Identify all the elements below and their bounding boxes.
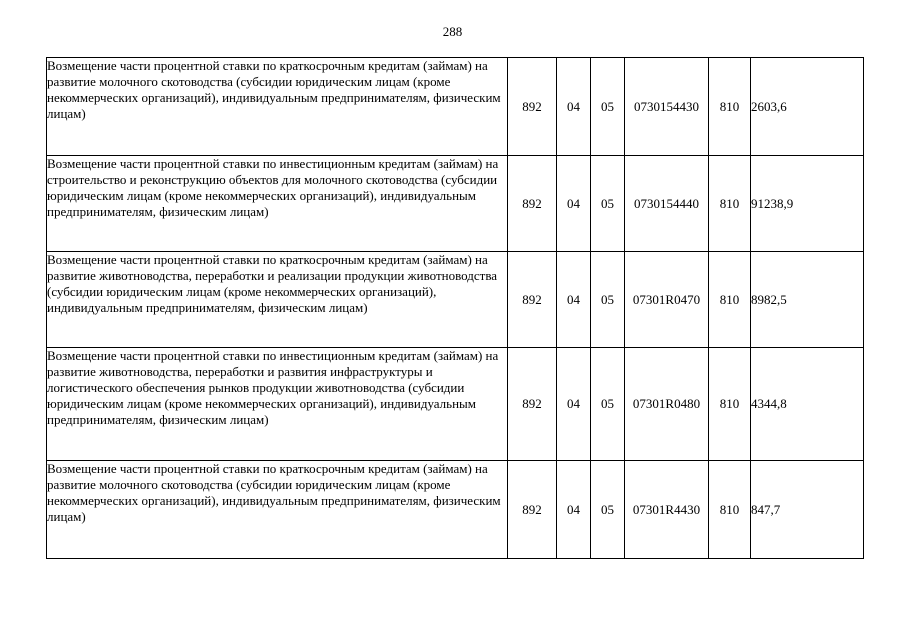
- expense-description: Возмещение части процентной ставки по инвестиционным кредитам (займам) на строительство и реконструкцию объектов для молочного скотоводства (субсидии юридическим лицам (кроме некоммерческих организаций), индивидуальным предпринимателям, физическим лицам): [47, 156, 508, 252]
- subsection-code: 05: [591, 58, 625, 156]
- amount: 91238,9: [751, 156, 864, 252]
- ministry-code: 892: [508, 58, 557, 156]
- expense-description: Возмещение части процентной ставки по краткосрочным кредитам (займам) на развитие животноводства, переработки и реализации продукции животноводства (субсидии юридическим лицам (кроме некоммерческих организаций), индивидуальным предпринимателям, физическим лицам): [47, 252, 508, 348]
- ministry-code: 892: [508, 461, 557, 559]
- table-row: [47, 348, 864, 461]
- expense-type-code: 810: [709, 252, 751, 348]
- table-row: [47, 252, 864, 348]
- table-row: [47, 461, 864, 559]
- target-article-code: 0730154430: [625, 58, 709, 156]
- amount: 847,7: [751, 461, 864, 559]
- subsection-code: 05: [591, 348, 625, 461]
- table-row: [47, 58, 864, 156]
- amount: 4344,8: [751, 348, 864, 461]
- section-code: 04: [557, 348, 591, 461]
- amount: 8982,5: [751, 252, 864, 348]
- page-number: 288: [442, 24, 463, 39]
- ministry-code: 892: [508, 156, 557, 252]
- subsection-code: 05: [591, 461, 625, 559]
- target-article-code: 0730154440: [625, 156, 709, 252]
- section-code: 04: [557, 58, 591, 156]
- section-code: 04: [557, 156, 591, 252]
- expense-type-code: 810: [709, 156, 751, 252]
- expense-type-code: 810: [709, 348, 751, 461]
- subsection-code: 05: [591, 156, 625, 252]
- ministry-code: 892: [508, 348, 557, 461]
- target-article-code: 07301R0470: [625, 252, 709, 348]
- expense-description: Возмещение части процентной ставки по краткосрочным кредитам (займам) на развитие молочного скотоводства (субсидии юридическим лицам (кроме некоммерческих организаций), индивидуальным предпринимателям, физическим лицам): [47, 461, 508, 559]
- section-code: 04: [557, 252, 591, 348]
- ministry-code: 892: [508, 252, 557, 348]
- expense-type-code: 810: [709, 461, 751, 559]
- expense-type-code: 810: [709, 58, 751, 156]
- amount: 2603,6: [751, 58, 864, 156]
- table-row: [47, 156, 864, 252]
- target-article-code: 07301R4430: [625, 461, 709, 559]
- target-article-code: 07301R0480: [625, 348, 709, 461]
- budget-table: [46, 57, 864, 559]
- section-code: 04: [557, 461, 591, 559]
- expense-description: Возмещение части процентной ставки по инвестиционным кредитам (займам) на развитие животноводства, переработки и развития инфраструктуры и логистического обеспечения рынков продукции животноводства (субсидии юридическим лицам (кроме некоммерческих организаций), индивидуальным предпринимателям, физическим лицам): [47, 348, 508, 461]
- subsection-code: 05: [591, 252, 625, 348]
- expense-description: Возмещение части процентной ставки по краткосрочным кредитам (займам) на развитие молочного скотоводства (субсидии юридическим лицам (кроме некоммерческих организаций), индивидуальным предпринимателям, физическим лицам): [47, 58, 508, 156]
